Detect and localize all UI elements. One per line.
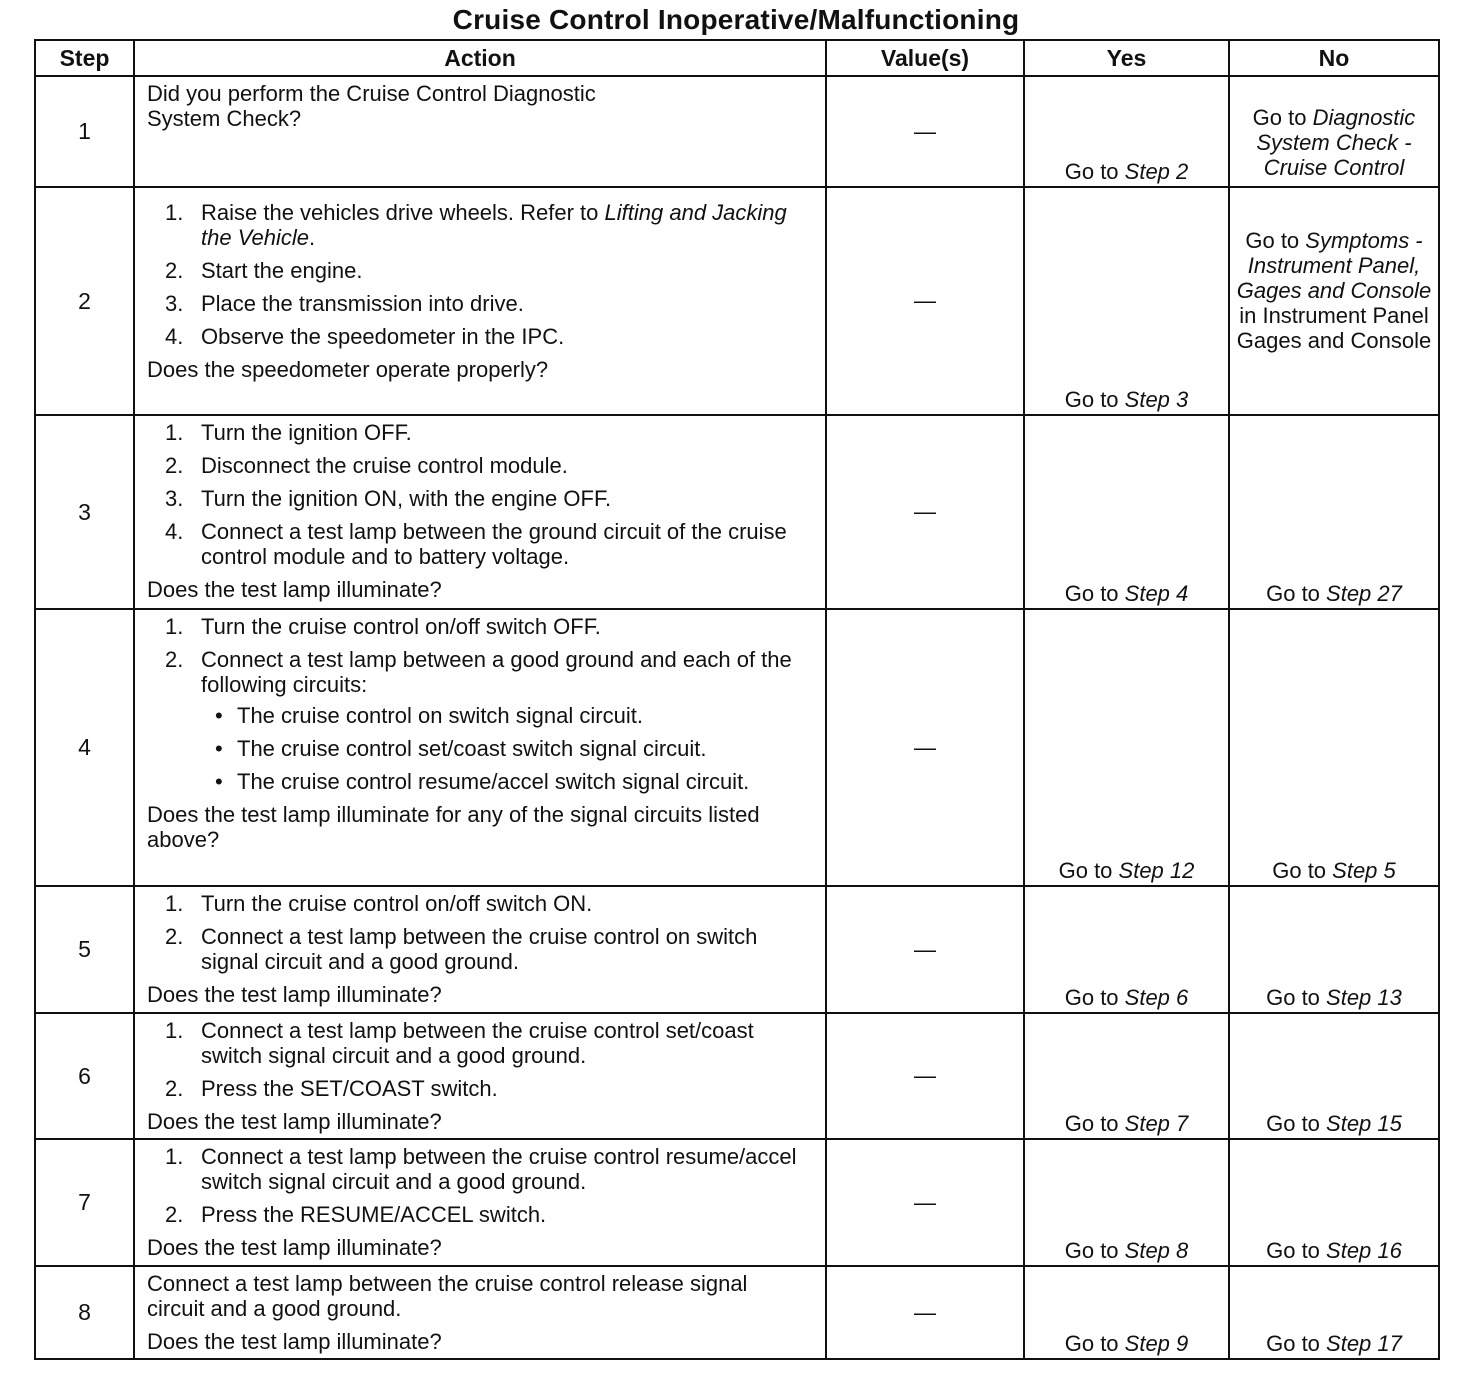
item-number: 1. (165, 1144, 184, 1169)
goto-label: Go to (1058, 858, 1119, 883)
item-text: Turn the ignition ON, with the engine OFF. (201, 486, 612, 511)
table-row (35, 1013, 1439, 1139)
yes-link: Step 9 (1124, 1331, 1189, 1356)
no-cell (1229, 415, 1439, 609)
yes-link: Step 6 (1124, 985, 1189, 1010)
item-text: Disconnect the cruise control module. (201, 453, 568, 478)
yes-cell (1024, 1139, 1229, 1266)
item-number: 3. (165, 291, 184, 316)
value-cell: — (826, 76, 1024, 187)
item-text: Turn the cruise control on/off switch ON. (201, 891, 593, 916)
yes-cell (1024, 76, 1229, 187)
yes-cell (1024, 1013, 1229, 1139)
action-question: Does the test lamp illuminate? (147, 1235, 442, 1260)
no-link: Step 5 (1332, 858, 1396, 883)
table-row (35, 187, 1439, 415)
header-action: Action (134, 40, 826, 76)
step-number: 6 (35, 1013, 134, 1139)
item-number: 4. (165, 519, 184, 544)
goto-label: Go to (1266, 985, 1327, 1010)
step-number: 7 (35, 1139, 134, 1266)
yes-link: Step 4 (1124, 581, 1189, 606)
value-cell: — (826, 886, 1024, 1013)
no-cell (1229, 1139, 1439, 1266)
item-text: . (309, 225, 316, 250)
item-number: 2. (165, 1202, 184, 1227)
action-steps (147, 1018, 813, 1101)
action-question: Does the speedometer operate properly? (147, 357, 549, 382)
value-cell: — (826, 1266, 1024, 1359)
value-cell: — (826, 1013, 1024, 1139)
goto-label: Go to (1266, 581, 1327, 606)
value-cell: — (826, 609, 1024, 886)
list-item (147, 291, 813, 316)
header-yes: Yes (1024, 40, 1229, 76)
list-item (147, 1018, 813, 1068)
table-row (35, 609, 1439, 886)
list-item (147, 258, 813, 283)
yes-link: Step 7 (1124, 1111, 1189, 1136)
no-link: Step 27 (1326, 581, 1402, 606)
step-number: 2 (35, 187, 134, 415)
action-question: Does the test lamp illuminate for any of the signal circuits listed above? (147, 802, 760, 852)
table-header-row (35, 40, 1439, 76)
value-cell: — (826, 415, 1024, 609)
table-row (35, 76, 1439, 187)
list-item (147, 1144, 813, 1194)
action-question: Does the test lamp illuminate? (147, 1109, 442, 1134)
list-item (147, 924, 813, 974)
item-number: 2. (165, 453, 184, 478)
table-row (35, 886, 1439, 1013)
item-number: 2. (165, 924, 184, 949)
action-question: Does the test lamp illuminate? (147, 982, 442, 1007)
item-text: Place the transmission into drive. (201, 291, 524, 316)
header-values: Value(s) (826, 40, 1024, 76)
step-number: 1 (35, 76, 134, 187)
yes-link: Step 2 (1124, 159, 1189, 184)
header-step: Step (35, 40, 134, 76)
action-cell (134, 886, 826, 1013)
no-cell (1229, 609, 1439, 886)
item-text: Connect a test lamp between the cruise control resume/accel switch signal circuit and a good ground. (201, 1144, 797, 1194)
yes-cell (1024, 886, 1229, 1013)
bullet-list (201, 703, 813, 794)
item-number: 2. (165, 258, 184, 283)
item-text: Raise the vehicles drive wheels. Refer to (201, 200, 605, 225)
list-item (147, 324, 813, 349)
table-row (35, 415, 1439, 609)
no-cell (1229, 1013, 1439, 1139)
yes-link: Step 8 (1124, 1238, 1189, 1263)
step-number: 5 (35, 886, 134, 1013)
item-text: Start the engine. (201, 258, 363, 283)
item-number: 2. (165, 1076, 184, 1101)
list-item (147, 519, 813, 569)
no-link: Step 13 (1326, 985, 1402, 1010)
goto-label: Go to (1252, 105, 1313, 130)
step-number: 8 (35, 1266, 134, 1359)
list-item (147, 453, 813, 478)
action-text: Connect a test lamp between the cruise control release signal circuit and a good ground. (147, 1271, 748, 1321)
no-link: Step 16 (1326, 1238, 1402, 1263)
yes-cell (1024, 1266, 1229, 1359)
item-text: Observe the speedometer in the IPC. (201, 324, 565, 349)
item-number: 2. (165, 647, 184, 672)
no-link: Step 15 (1326, 1111, 1402, 1136)
list-item (147, 420, 813, 445)
action-text: Did you perform the Cruise Control Diagnostic System Check? (147, 81, 596, 131)
value-cell: — (826, 187, 1024, 415)
yes-cell (1024, 187, 1229, 415)
no-link: Diagnostic System Check - Cruise Control (1256, 105, 1416, 180)
item-text: Connect a test lamp between the ground circuit of the cruise control module and to battery voltage. (201, 519, 787, 569)
item-text: Connect a test lamp between the cruise control set/coast switch signal circuit and a good ground. (201, 1018, 754, 1068)
list-item (147, 647, 813, 794)
action-cell (134, 1266, 826, 1359)
action-steps (147, 420, 813, 569)
item-number: 1. (165, 420, 184, 445)
table-row (35, 1266, 1439, 1359)
item-number: 1. (165, 614, 184, 639)
action-question: Does the test lamp illuminate? (147, 577, 442, 602)
goto-label: Go to (1272, 858, 1333, 883)
action-steps (147, 614, 813, 794)
page-title: Cruise Control Inoperative/Malfunctioning (452, 4, 1020, 35)
action-steps (147, 891, 813, 974)
action-cell (134, 76, 826, 187)
step-number: 4 (35, 609, 134, 886)
bullet-item: • The cruise control set/coast switch signal circuit. (201, 736, 813, 761)
no-link: Step 17 (1326, 1331, 1402, 1356)
goto-label: Go to (1064, 581, 1125, 606)
item-number: 1. (165, 200, 184, 225)
action-cell (134, 1139, 826, 1266)
goto-label: Go to (1064, 1238, 1125, 1263)
action-steps (147, 1144, 813, 1227)
goto-label: Go to (1266, 1238, 1327, 1263)
no-cell (1229, 76, 1439, 187)
goto-label: Go to (1266, 1111, 1327, 1136)
action-question: Does the test lamp illuminate? (147, 1329, 442, 1354)
goto-label: Go to (1064, 1111, 1125, 1136)
list-item (147, 1202, 813, 1227)
list-item (147, 486, 813, 511)
goto-label: Go to (1064, 159, 1125, 184)
action-cell (134, 415, 826, 609)
item-text: Connect a test lamp between the cruise control on switch signal circuit and a good ground. (201, 924, 758, 974)
list-item (147, 200, 813, 250)
no-text: in Instrument Panel Gages and Console (1236, 303, 1432, 353)
bullet-item: • The cruise control on switch signal circuit. (201, 703, 813, 728)
yes-link: Step 3 (1124, 387, 1189, 412)
goto-label: Go to (1266, 1331, 1327, 1356)
yes-cell (1024, 609, 1229, 886)
diagnostic-table (34, 39, 1440, 1360)
goto-label: Go to (1245, 228, 1306, 253)
goto-label: Go to (1064, 387, 1125, 412)
action-steps (147, 200, 813, 349)
yes-cell (1024, 415, 1229, 609)
table-row (35, 1139, 1439, 1266)
action-cell (134, 1013, 826, 1139)
no-link: Symptoms - Instrument Panel, Gages and Console (1236, 228, 1432, 303)
item-text: Turn the ignition OFF. (201, 420, 412, 445)
item-text: Press the SET/COAST switch. (201, 1076, 498, 1101)
item-number: 1. (165, 1018, 184, 1043)
item-number: 4. (165, 324, 184, 349)
item-number: 3. (165, 486, 184, 511)
step-number: 3 (35, 415, 134, 609)
item-text: Turn the cruise control on/off switch OFF. (201, 614, 601, 639)
item-reference: Lifting and Jacking the Vehicle (201, 200, 787, 250)
no-cell (1229, 886, 1439, 1013)
list-item (147, 1076, 813, 1101)
goto-label: Go to (1064, 985, 1125, 1010)
action-cell (134, 187, 826, 415)
no-cell (1229, 187, 1439, 415)
value-cell: — (826, 1139, 1024, 1266)
header-no: No (1229, 40, 1439, 76)
no-cell (1229, 1266, 1439, 1359)
goto-label: Go to (1064, 1331, 1125, 1356)
item-number: 1. (165, 891, 184, 916)
item-text: Press the RESUME/ACCEL switch. (201, 1202, 547, 1227)
action-cell (134, 609, 826, 886)
list-item (147, 891, 813, 916)
yes-link: Step 12 (1118, 858, 1195, 883)
bullet-item: • The cruise control resume/accel switch signal circuit. (201, 769, 757, 794)
list-item (147, 614, 813, 639)
item-text: Connect a test lamp between a good ground and each of the following circuits: (201, 647, 792, 697)
